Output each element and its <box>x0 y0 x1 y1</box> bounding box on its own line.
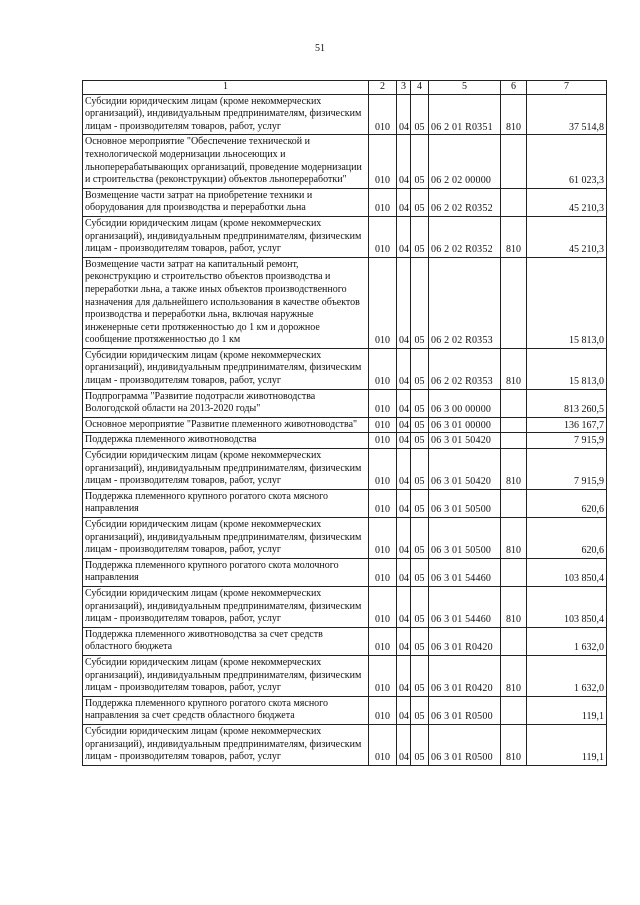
table-row <box>83 417 607 433</box>
item-name: Субсидии юридическим лицам (кроме некоммерческих организаций), индивидуальным предпринимателям, физическим лицам - производителям товаров, работ, услуг <box>83 586 369 627</box>
expense-type-code <box>501 188 527 216</box>
page-number: 51 <box>315 43 325 54</box>
table-row <box>83 655 607 696</box>
amount: 37 514,8 <box>527 94 607 135</box>
amount: 620,6 <box>527 489 607 517</box>
ministry-code: 010 <box>369 135 397 188</box>
subsection-code: 05 <box>411 94 429 135</box>
budget-table <box>82 80 607 766</box>
item-name: Поддержка племенного крупного рогатого скота мясного направления за счет средств областного бюджета <box>83 696 369 724</box>
subsection-code: 05 <box>411 135 429 188</box>
section-code: 04 <box>397 389 411 417</box>
amount: 103 850,4 <box>527 558 607 586</box>
section-code: 04 <box>397 586 411 627</box>
amount: 136 167,7 <box>527 417 607 433</box>
table-row <box>83 558 607 586</box>
item-name: Субсидии юридическим лицам (кроме некоммерческих организаций), индивидуальным предпринимателям, физическим лицам - производителям товаров, работ, услуг <box>83 655 369 696</box>
ministry-code: 010 <box>369 348 397 389</box>
subsection-code: 05 <box>411 696 429 724</box>
expense-type-code: 810 <box>501 518 527 559</box>
expense-type-code: 810 <box>501 348 527 389</box>
target-article-code: 06 2 02 R0353 <box>429 257 501 348</box>
section-code: 04 <box>397 216 411 257</box>
ministry-code: 010 <box>369 558 397 586</box>
item-name: Подпрограмма "Развитие подотрасли животноводства Вологодской области на 2013-2020 годы" <box>83 389 369 417</box>
amount: 45 210,3 <box>527 216 607 257</box>
amount: 620,6 <box>527 518 607 559</box>
section-code: 04 <box>397 489 411 517</box>
target-article-code: 06 2 02 00000 <box>429 135 501 188</box>
amount: 1 632,0 <box>527 655 607 696</box>
subsection-code: 05 <box>411 417 429 433</box>
ministry-code: 010 <box>369 257 397 348</box>
amount: 45 210,3 <box>527 188 607 216</box>
expense-type-code: 810 <box>501 586 527 627</box>
section-code: 04 <box>397 417 411 433</box>
amount: 1 632,0 <box>527 627 607 655</box>
target-article-code: 06 3 01 R0420 <box>429 655 501 696</box>
section-code: 04 <box>397 724 411 765</box>
ministry-code: 010 <box>369 433 397 449</box>
table-row <box>83 489 607 517</box>
subsection-code: 05 <box>411 655 429 696</box>
amount: 15 813,0 <box>527 257 607 348</box>
subsection-code: 05 <box>411 188 429 216</box>
header-cell-6: 6 <box>501 81 527 95</box>
header-cell-3: 3 <box>397 81 411 95</box>
table-row <box>83 135 607 188</box>
target-article-code: 06 3 01 54460 <box>429 558 501 586</box>
expense-type-code <box>501 433 527 449</box>
amount: 103 850,4 <box>527 586 607 627</box>
target-article-code: 06 3 01 R0420 <box>429 627 501 655</box>
item-name: Основное мероприятие "Развитие племенного животноводства" <box>83 417 369 433</box>
subsection-code: 05 <box>411 558 429 586</box>
ministry-code: 010 <box>369 696 397 724</box>
section-code: 04 <box>397 257 411 348</box>
ministry-code: 010 <box>369 94 397 135</box>
header-cell-7: 7 <box>527 81 607 95</box>
table-row <box>83 627 607 655</box>
expense-type-code <box>501 389 527 417</box>
table-row <box>83 433 607 449</box>
expense-type-code <box>501 489 527 517</box>
item-name: Субсидии юридическим лицам (кроме некоммерческих организаций), индивидуальным предпринимателям, физическим лицам - производителям товаров, работ, услуг <box>83 348 369 389</box>
subsection-code: 05 <box>411 257 429 348</box>
amount: 7 915,9 <box>527 433 607 449</box>
table-row <box>83 257 607 348</box>
ministry-code: 010 <box>369 389 397 417</box>
table-row <box>83 586 607 627</box>
expense-type-code: 810 <box>501 449 527 490</box>
table-row <box>83 696 607 724</box>
table-row <box>83 389 607 417</box>
item-name: Субсидии юридическим лицам (кроме некоммерческих организаций), индивидуальным предпринимателям, физическим лицам - производителям товаров, работ, услуг <box>83 216 369 257</box>
expense-type-code: 810 <box>501 724 527 765</box>
table-row <box>83 348 607 389</box>
target-article-code: 06 3 01 R0500 <box>429 724 501 765</box>
ministry-code: 010 <box>369 724 397 765</box>
table-row <box>83 724 607 765</box>
section-code: 04 <box>397 94 411 135</box>
subsection-code: 05 <box>411 518 429 559</box>
expense-type-code: 810 <box>501 655 527 696</box>
section-code: 04 <box>397 188 411 216</box>
header-cell-4: 4 <box>411 81 429 95</box>
expense-type-code <box>501 696 527 724</box>
expense-type-code: 810 <box>501 216 527 257</box>
subsection-code: 05 <box>411 449 429 490</box>
ministry-code: 010 <box>369 627 397 655</box>
target-article-code: 06 2 02 R0352 <box>429 188 501 216</box>
target-article-code: 06 2 01 R0351 <box>429 94 501 135</box>
target-article-code: 06 2 02 R0352 <box>429 216 501 257</box>
subsection-code: 05 <box>411 724 429 765</box>
item-name: Поддержка племенного крупного рогатого скота мясного направления <box>83 489 369 517</box>
section-code: 04 <box>397 433 411 449</box>
ministry-code: 010 <box>369 449 397 490</box>
amount: 813 260,5 <box>527 389 607 417</box>
section-code: 04 <box>397 348 411 389</box>
ministry-code: 010 <box>369 655 397 696</box>
subsection-code: 05 <box>411 348 429 389</box>
section-code: 04 <box>397 558 411 586</box>
expense-type-code <box>501 257 527 348</box>
table-row <box>83 94 607 135</box>
section-code: 04 <box>397 696 411 724</box>
subsection-code: 05 <box>411 389 429 417</box>
subsection-code: 05 <box>411 586 429 627</box>
section-code: 04 <box>397 655 411 696</box>
subsection-code: 05 <box>411 627 429 655</box>
subsection-code: 05 <box>411 216 429 257</box>
ministry-code: 010 <box>369 489 397 517</box>
table-row <box>83 518 607 559</box>
item-name: Возмещение части затрат на приобретение техники и оборудования для производства и переработки льна <box>83 188 369 216</box>
header-cell-1: 1 <box>83 81 369 95</box>
target-article-code: 06 3 01 50420 <box>429 433 501 449</box>
table-row <box>83 449 607 490</box>
target-article-code: 06 3 00 00000 <box>429 389 501 417</box>
header-row <box>83 81 607 95</box>
expense-type-code: 810 <box>501 94 527 135</box>
item-name: Субсидии юридическим лицам (кроме некоммерческих организаций), индивидуальным предпринимателям, физическим лицам - производителям товаров, работ, услуг <box>83 518 369 559</box>
item-name: Субсидии юридическим лицам (кроме некоммерческих организаций), индивидуальным предпринимателям, физическим лицам - производителям товаров, работ, услуг <box>83 724 369 765</box>
target-article-code: 06 3 01 00000 <box>429 417 501 433</box>
target-article-code: 06 3 01 50500 <box>429 489 501 517</box>
item-name: Поддержка племенного животноводства за счет средств областного бюджета <box>83 627 369 655</box>
section-code: 04 <box>397 449 411 490</box>
expense-type-code <box>501 558 527 586</box>
amount: 119,1 <box>527 724 607 765</box>
subsection-code: 05 <box>411 433 429 449</box>
table-row <box>83 188 607 216</box>
item-name: Субсидии юридическим лицам (кроме некоммерческих организаций), индивидуальным предпринимателям, физическим лицам - производителям товаров, работ, услуг <box>83 449 369 490</box>
target-article-code: 06 3 01 50500 <box>429 518 501 559</box>
section-code: 04 <box>397 627 411 655</box>
expense-type-code <box>501 135 527 188</box>
target-article-code: 06 3 01 50420 <box>429 449 501 490</box>
item-name: Поддержка племенного крупного рогатого скота молочного направления <box>83 558 369 586</box>
section-code: 04 <box>397 518 411 559</box>
header-cell-5: 5 <box>429 81 501 95</box>
ministry-code: 010 <box>369 586 397 627</box>
amount: 7 915,9 <box>527 449 607 490</box>
ministry-code: 010 <box>369 216 397 257</box>
amount: 15 813,0 <box>527 348 607 389</box>
item-name: Поддержка племенного животноводства <box>83 433 369 449</box>
target-article-code: 06 3 01 54460 <box>429 586 501 627</box>
expense-type-code <box>501 417 527 433</box>
subsection-code: 05 <box>411 489 429 517</box>
table-row <box>83 216 607 257</box>
item-name: Возмещение части затрат на капитальный ремонт, реконструкцию и строительство объектов производства и переработки льна, а также иных объектов производственного назначения для дальнейшего использования в качестве объектов производства и переработки льна, включая наружные инженерные сети протяженностью до 1 км и дорожное сообщение протяженностью до 1 км <box>83 257 369 348</box>
item-name: Субсидии юридическим лицам (кроме некоммерческих организаций), индивидуальным предпринимателям, физическим лицам - производителям товаров, работ, услуг <box>83 94 369 135</box>
ministry-code: 010 <box>369 188 397 216</box>
section-code: 04 <box>397 135 411 188</box>
expense-type-code <box>501 627 527 655</box>
amount: 61 023,3 <box>527 135 607 188</box>
amount: 119,1 <box>527 696 607 724</box>
header-cell-2: 2 <box>369 81 397 95</box>
ministry-code: 010 <box>369 518 397 559</box>
item-name: Основное мероприятие "Обеспечение технической и технологической модернизации льносеющих и льноперерабатывающих организаций, проведение модернизации и строительства (реконструкции) объектов льнопереработки" <box>83 135 369 188</box>
target-article-code: 06 2 02 R0353 <box>429 348 501 389</box>
ministry-code: 010 <box>369 417 397 433</box>
target-article-code: 06 3 01 R0500 <box>429 696 501 724</box>
